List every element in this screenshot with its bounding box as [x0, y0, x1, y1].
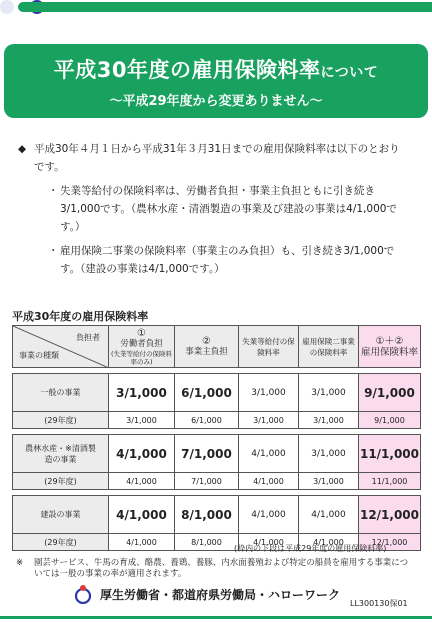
bullet-text-2: 雇用保険二事業の保険料率（事業主のみ負担）も、引き続き3/1,000です。（建設の事業は4/1,000です。） — [60, 245, 395, 275]
bullet-text-1: 失業等給付の保険料率は、労働者負担・事業主負担ともに引き続き3/1,000です。（農林水産・清酒製造の事業及び建設の事業は4/1,000です。） — [60, 185, 397, 233]
header-worker-note: (失業等給付の保険料率のみ) — [110, 349, 173, 366]
table-note: (枠内の下段は平成29年度の雇用保険料率) — [234, 544, 387, 553]
dot-bullet-icon: ・ — [48, 185, 59, 197]
row-label-construction: 建設の事業 — [13, 496, 109, 534]
header-worker-burden: ① 労働者負担 (失業等給付の保険料率のみ) — [109, 326, 175, 368]
table-row — [13, 496, 421, 534]
bottom-green-line — [0, 616, 432, 619]
doc-code: LL300130保01 — [350, 599, 408, 608]
cell-unemployment: 3/1,000 — [239, 374, 299, 412]
intro-text: 平成30年４月１日から平成31年３月31日までの雇用保険料率は以下のとおりです。 — [34, 143, 400, 173]
cell-worker: 4/1,000 — [109, 435, 175, 473]
ministry-logo-icon — [74, 584, 92, 604]
cell-worker: 3/1,000 — [109, 374, 175, 412]
row-label-agri-sake: 農林水産・※清酒製造の事業 — [13, 435, 109, 473]
asterisk-mark: ※ — [16, 558, 24, 568]
cell-unemployment: 4/1,000 — [239, 435, 299, 473]
corner-burden-label: 負担者 — [76, 333, 100, 342]
bullet-item-two-programs — [48, 242, 406, 278]
cell-two-programs: 3/1,000 — [299, 374, 359, 412]
footer-org: 厚生労働省・都道府県労働局・ハローワーク — [100, 588, 341, 602]
decor-circle-light — [0, 0, 14, 14]
table-header-row — [13, 326, 421, 368]
cell-two-programs: 3/1,000 — [299, 435, 359, 473]
table-row-prev: (29年度) 4/1,000 7/1,000 4/1,000 3/1,000 11/1,000 — [13, 473, 421, 490]
header-two-programs-rate: 雇用保険二事業の保険料率 — [299, 326, 359, 368]
table-row — [13, 374, 421, 412]
table-row-prev: (29年度) 4/1,000 8/1,000 4/1,000 4/1,000 12/1,000 — [13, 534, 421, 551]
cell-unemployment: 4/1,000 — [239, 496, 299, 534]
cell-total: 9/1,000 — [359, 374, 421, 412]
top-band — [0, 0, 432, 14]
footnote-text: 園芸サービス、牛馬の育成、酪農、養鶏、養豚、内水面養殖および特定の船員を雇用する事業については一般の事業の率が適用されます。 — [34, 558, 409, 579]
rate-table — [12, 325, 421, 551]
cell-worker: 4/1,000 — [109, 496, 175, 534]
cell-employer: 7/1,000 — [175, 435, 239, 473]
bullet-item-unemployment — [48, 182, 406, 236]
table-row-prev: (29年度) 3/1,000 6/1,000 3/1,000 3/1,000 9/1,000 — [13, 412, 421, 429]
table-row — [13, 435, 421, 473]
dot-bullet-icon: ・ — [48, 245, 59, 257]
cell-employer: 6/1,000 — [175, 374, 239, 412]
corner-business-label: 事業の種類 — [19, 351, 59, 360]
intro-paragraph — [18, 140, 406, 176]
corner-header-cell — [13, 326, 109, 368]
cell-total: 12/1,000 — [359, 496, 421, 534]
header-total-rate: ①＋② 雇用保険料率 — [359, 326, 421, 368]
page-subtitle: ～平成29年度から変更ありません～ — [109, 94, 323, 109]
cell-total: 11/1,000 — [359, 435, 421, 473]
cell-two-programs: 4/1,000 — [299, 496, 359, 534]
row-label-general: 一般の事業 — [13, 374, 109, 412]
title-banner — [4, 44, 428, 118]
diamond-bullet-icon: ◆ — [18, 143, 27, 155]
page-title: 平成30年度の雇用保険料率について — [53, 58, 379, 82]
top-green-bar — [18, 2, 432, 12]
cell-employer: 8/1,000 — [175, 496, 239, 534]
header-employer-burden: ② 事業主負担 — [175, 326, 239, 368]
table-title: 平成30年度の雇用保険料率 — [12, 310, 149, 323]
header-unemployment-rate: 失業等給付の保険料率 — [239, 326, 299, 368]
title-suffix: について — [320, 65, 379, 81]
